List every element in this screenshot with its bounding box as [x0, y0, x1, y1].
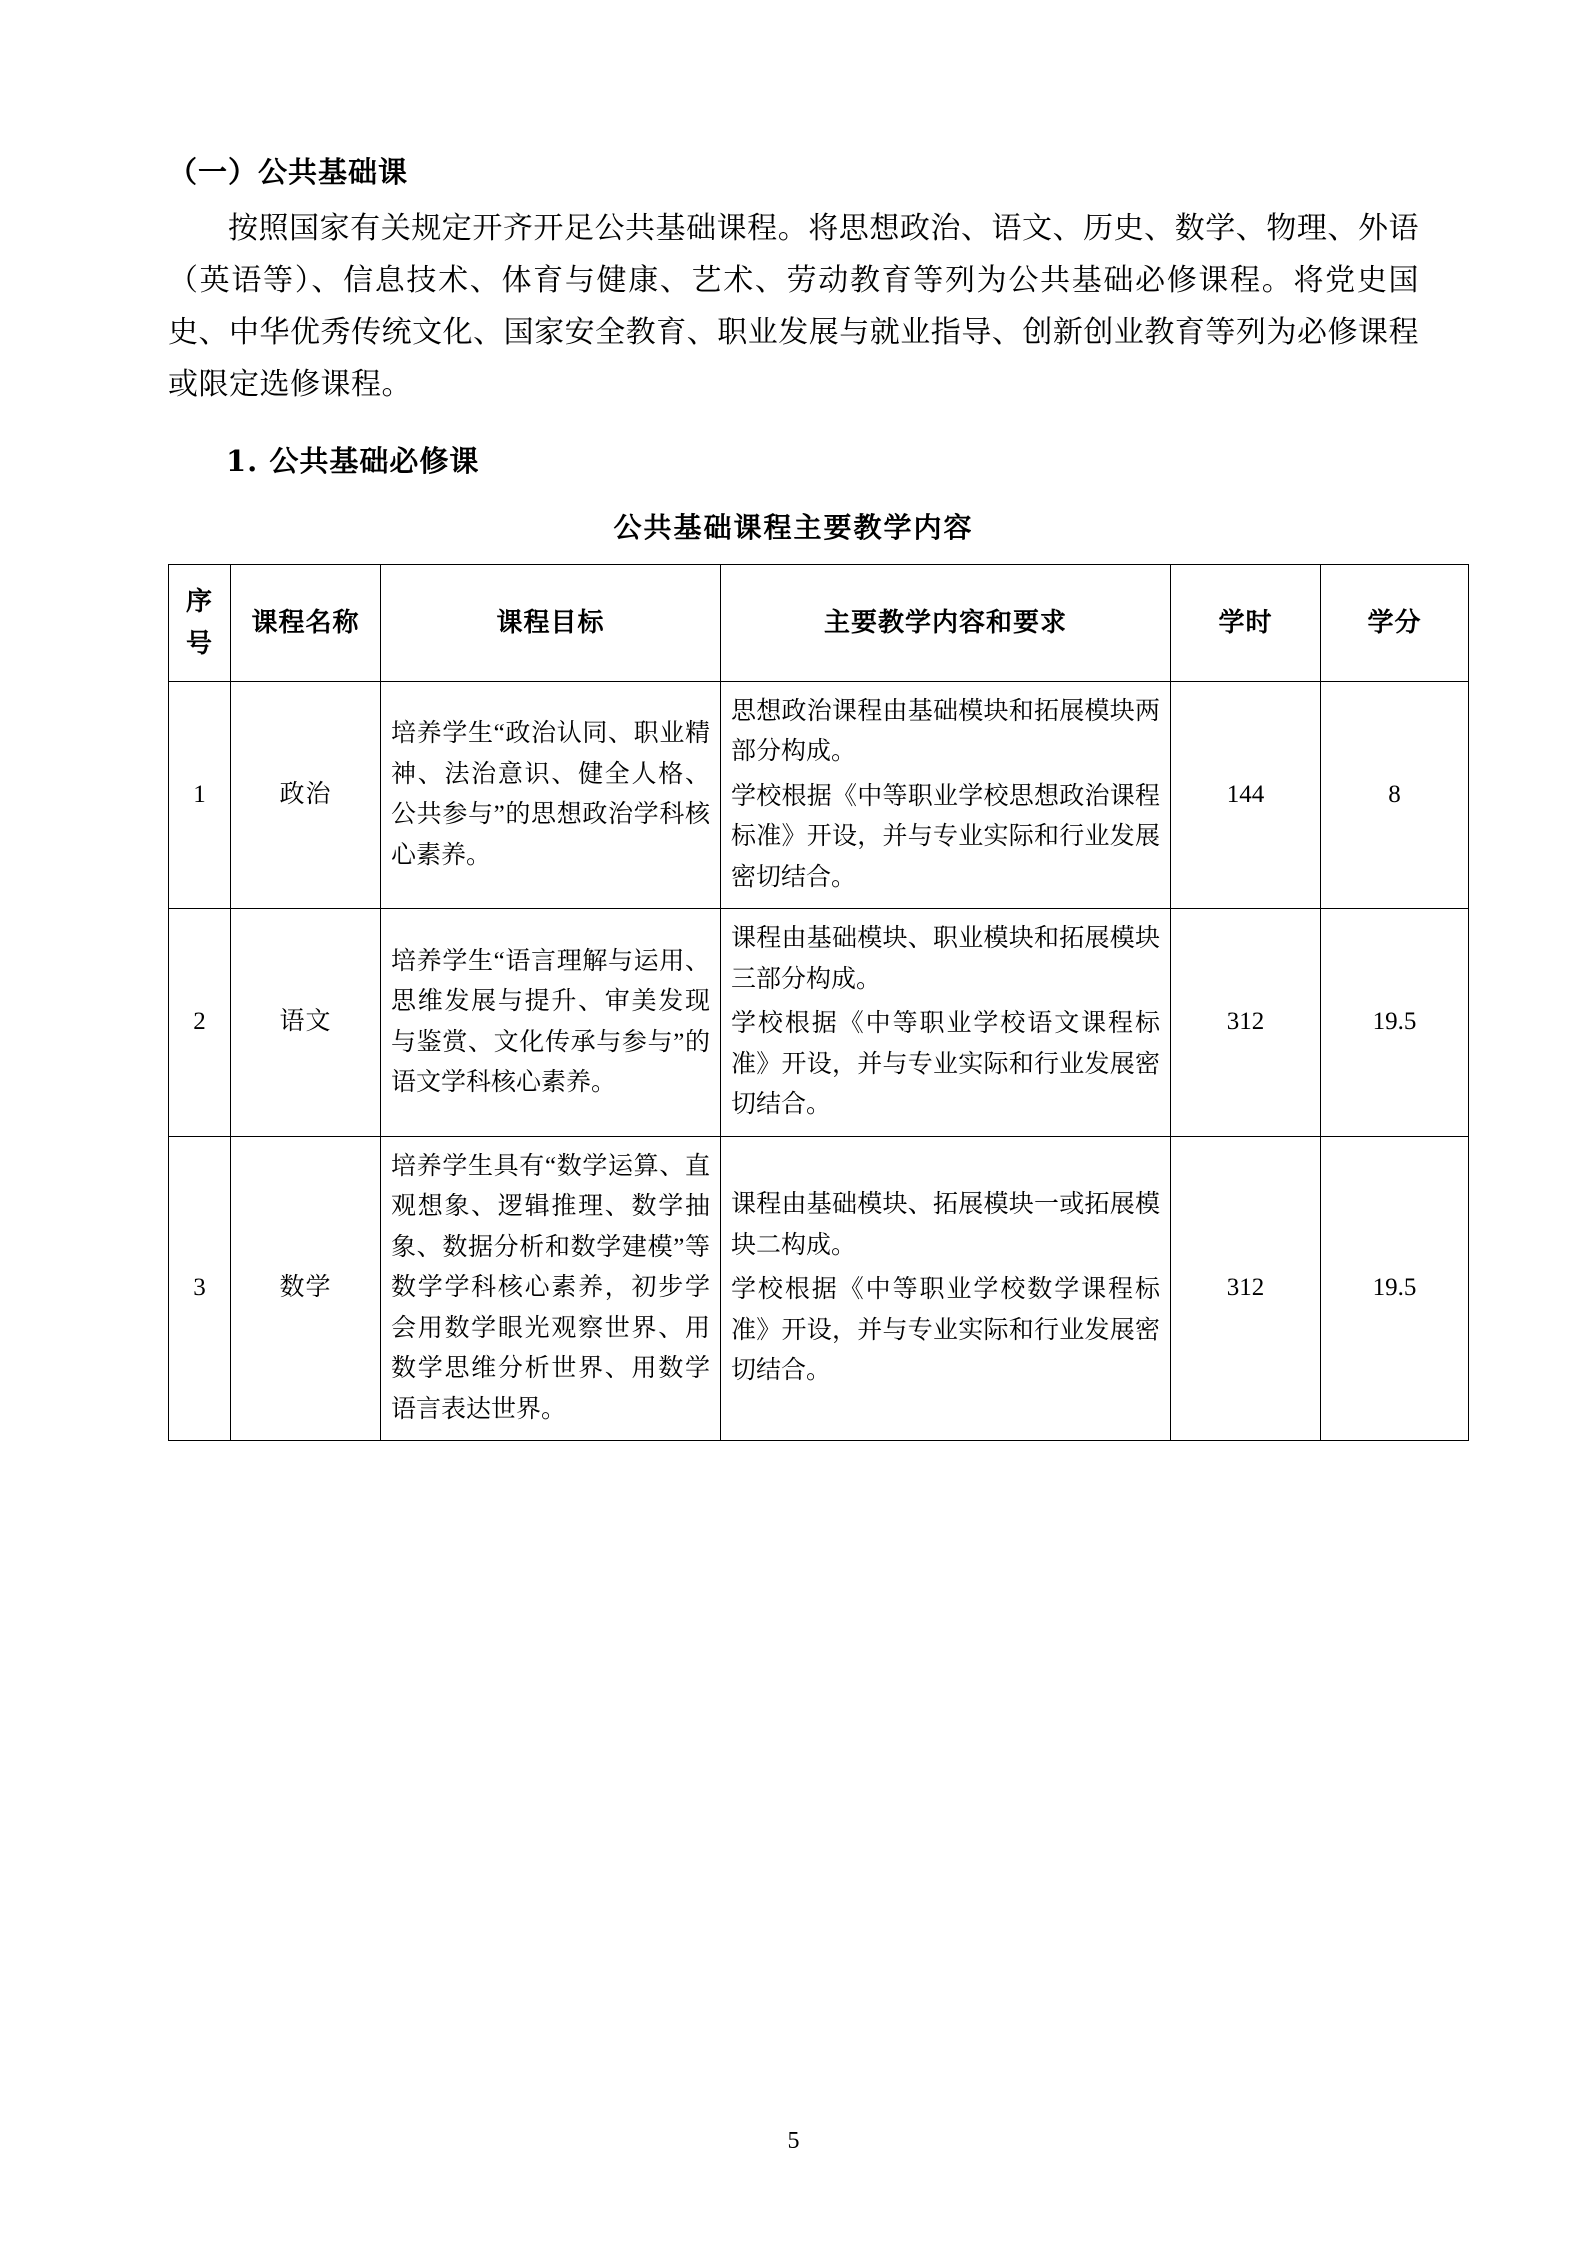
cell-hours: 312: [1171, 1136, 1321, 1441]
cell-index: 1: [169, 681, 231, 909]
header-content: 主要教学内容和要求: [721, 564, 1171, 681]
table-row: [169, 1136, 1469, 1441]
table-row: [169, 681, 1469, 909]
cell-index: 2: [169, 909, 231, 1137]
header-goal: 课程目标: [381, 564, 721, 681]
cell-course-goal: 培养学生“政治认同、职业精神、法治意识、健全人格、公共参与”的思想政治学科核心素养。: [381, 681, 721, 909]
content-line-1: 课程由基础模块、拓展模块一或拓展模块二构成。: [731, 1191, 1160, 1259]
cell-course-content: [721, 909, 1171, 1137]
content-line-1: 思想政治课程由基础模块和拓展模块两部分构成。: [731, 697, 1160, 766]
cell-course-name: 语文: [231, 909, 381, 1137]
header-index: 序号: [169, 564, 231, 681]
content-line-1: 课程由基础模块、职业模块和拓展模块三部分构成。: [731, 925, 1160, 993]
section-heading: （一）公共基础课: [168, 155, 409, 189]
cell-course-content: [721, 1136, 1171, 1441]
cell-course-goal: 培养学生具有“数学运算、直观想象、逻辑推理、数学抽象、数据分析和数学建模”等数学学科核心素养，初步学会用数学眼光观察世界、用数学思维分析世界、用数学语言表达世界。: [381, 1136, 721, 1441]
cell-course-content: [721, 681, 1171, 909]
public-basic-courses-table: [168, 564, 1469, 1442]
body-paragraph: 按照国家有关规定开齐开足公共基础课程。将思想政治、语文、历史、数学、物理、外语（英语等）、信息技术、体育与健康、艺术、劳动教育等列为公共基础必修课程。将党史国史、中华优秀传统文化、国家安全教育、职业发展与就业指导、创新创业教育等列为必修课程或限定选修课程。: [168, 212, 1419, 401]
content-line-2: 学校根据《中等职业学校数学课程标准》开设，并与专业实际和行业发展密切结合。: [731, 1276, 1160, 1385]
cell-hours: 312: [1171, 909, 1321, 1137]
cell-hours: 144: [1171, 681, 1321, 909]
cell-credits: 8: [1321, 681, 1469, 909]
cell-course-goal: 培养学生“语言理解与运用、思维发展与提升、审美发现与鉴赏、文化传承与参与”的语文学科核心素养。: [381, 909, 721, 1137]
header-hours: 学时: [1171, 564, 1321, 681]
table-row: [169, 909, 1469, 1137]
header-credits: 学分: [1321, 564, 1469, 681]
cell-course-name: 政治: [231, 681, 381, 909]
header-name: 课程名称: [231, 564, 381, 681]
cell-index: 3: [169, 1136, 231, 1441]
cell-credits: 19.5: [1321, 909, 1469, 1137]
sub-heading: 1. 公共基础必修课: [226, 443, 480, 478]
table-header-row: [169, 564, 1469, 681]
content-line-2: 学校根据《中等职业学校思想政治课程标准》开设，并与专业实际和行业发展密切结合。: [731, 782, 1160, 891]
cell-credits: 19.5: [1321, 1136, 1469, 1441]
content-line-2: 学校根据《中等职业学校语文课程标准》开设，并与专业实际和行业发展密切结合。: [731, 1010, 1160, 1119]
cell-course-name: 数学: [231, 1136, 381, 1441]
page-number: 5: [787, 2128, 800, 2154]
table-title: 公共基础课程主要教学内容: [613, 510, 974, 544]
